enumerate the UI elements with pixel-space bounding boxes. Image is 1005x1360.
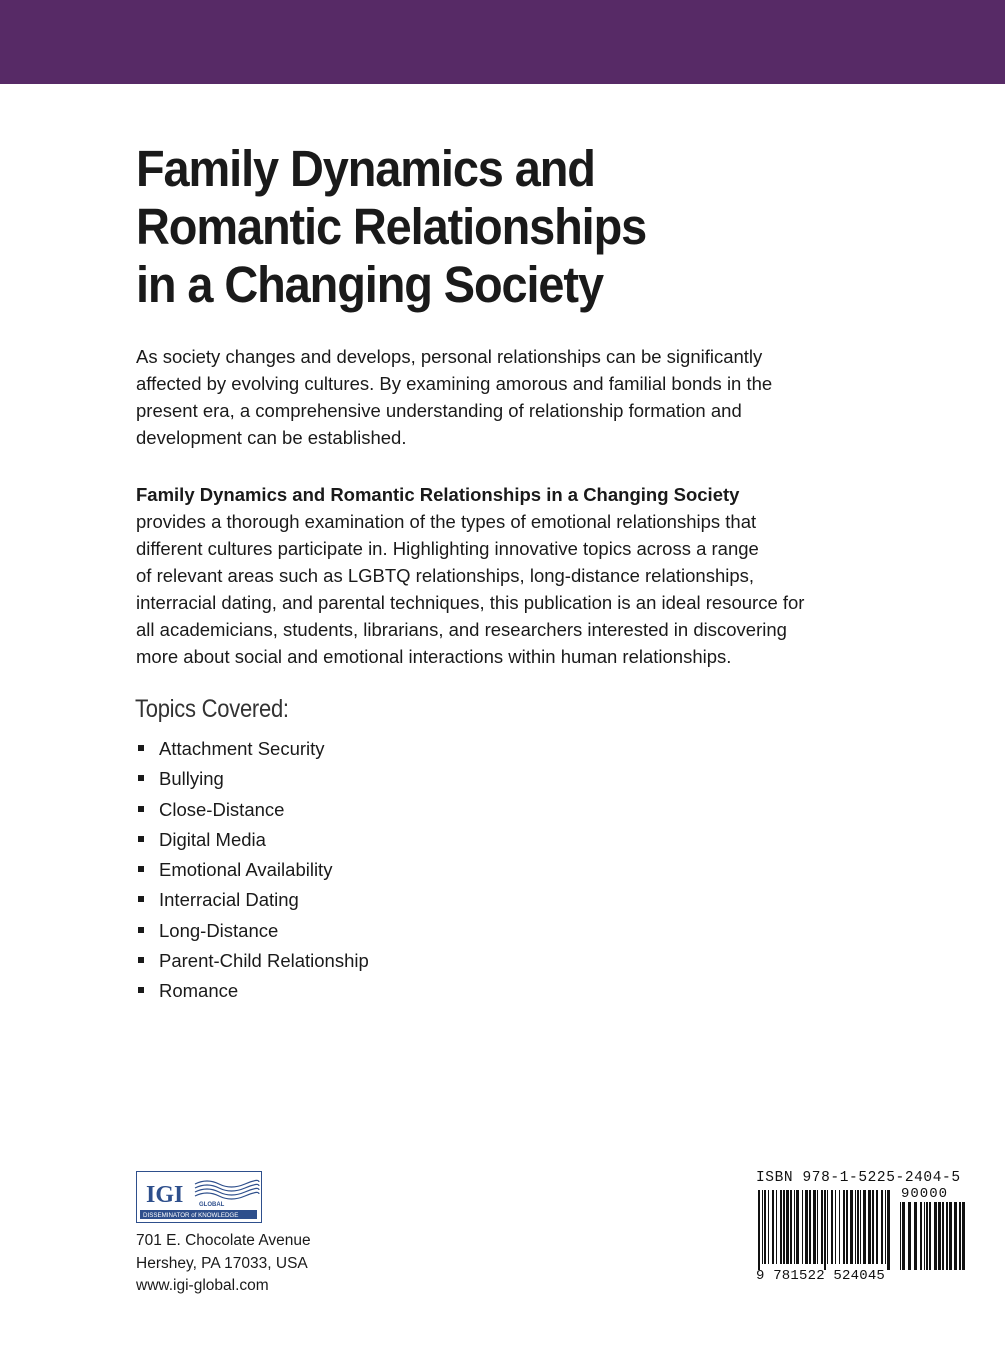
barcode-bar — [831, 1190, 833, 1264]
description-line: provides a thorough examination of the types of emotional relationships that — [136, 511, 757, 532]
barcode-bar — [938, 1202, 941, 1270]
list-item — [136, 976, 369, 1006]
list-item — [136, 795, 369, 825]
price-code: 90000 — [901, 1186, 949, 1202]
square-bullet-icon — [138, 775, 144, 781]
address-line: 701 E. Chocolate Avenue — [136, 1232, 311, 1249]
barcode-bar — [805, 1190, 808, 1264]
barcode-bar — [764, 1190, 766, 1264]
barcode-bar — [908, 1202, 911, 1270]
list-item — [136, 734, 369, 764]
list-item — [136, 916, 369, 946]
barcode-bar — [813, 1190, 816, 1264]
topic-label: Attachment Security — [159, 738, 325, 759]
intro-line: present era, a comprehensive understanding of relationship formation and — [136, 400, 742, 421]
topic-label: Parent-Child Relationship — [159, 949, 369, 971]
barcode-bar — [758, 1190, 760, 1270]
square-bullet-icon — [138, 927, 144, 933]
logo-word-text: IGI — [146, 1182, 184, 1208]
ean-digits: 9 781522 524045 — [756, 1268, 886, 1284]
square-bullet-icon — [138, 836, 144, 842]
square-bullet-icon — [138, 745, 144, 751]
topic-label: Romance — [159, 980, 239, 1001]
barcode-bars-icon — [756, 1190, 966, 1270]
address-line: Hershey, PA 17033, USA — [136, 1254, 308, 1272]
website-link[interactable]: www.igi-global.com — [136, 1277, 269, 1294]
intro-paragraph — [136, 343, 856, 451]
barcode-bar — [786, 1190, 789, 1264]
barcode-bar — [872, 1190, 874, 1264]
list-item — [136, 764, 369, 794]
barcode-bar — [929, 1202, 931, 1270]
square-bullet-icon — [138, 806, 144, 812]
barcode-bar — [855, 1190, 856, 1264]
barcode-bar — [900, 1202, 901, 1270]
description-paragraph — [136, 481, 876, 670]
top-color-band — [0, 0, 1005, 84]
barcode-bar — [962, 1202, 965, 1270]
barcode-bar — [949, 1202, 952, 1270]
list-item — [136, 946, 369, 976]
barcode-bar — [959, 1202, 961, 1270]
barcode-bar — [946, 1202, 948, 1270]
barcode-bar — [794, 1190, 795, 1264]
intro-line: As society changes and develops, personal relationships can be significantly — [136, 346, 763, 367]
barcode-bar — [768, 1190, 769, 1264]
publisher-address — [136, 1230, 311, 1298]
barcode-bar — [914, 1202, 917, 1270]
barcode-bar — [924, 1202, 925, 1270]
barcode-bar — [846, 1190, 848, 1264]
barcode-bar — [868, 1190, 871, 1264]
logo-wave-icon — [195, 1180, 259, 1199]
topic-label: Long-Distance — [159, 919, 279, 941]
barcode-bar — [942, 1202, 944, 1270]
isbn-barcode — [756, 1170, 966, 1288]
topic-label: Digital Media — [159, 828, 266, 850]
logo-sub-text: GLOBAL — [199, 1202, 225, 1208]
barcode-bar — [876, 1190, 878, 1264]
list-item — [136, 885, 369, 915]
barcode-bar — [821, 1190, 823, 1264]
barcode-bar — [857, 1190, 859, 1264]
barcode-bar — [954, 1202, 957, 1270]
barcode-bar — [824, 1190, 826, 1270]
barcode-bar — [920, 1202, 922, 1270]
description-line: of relevant areas such as LGBTQ relationships, long-distance relationships, — [136, 565, 755, 586]
topics-list — [136, 734, 369, 1006]
square-bullet-icon — [138, 866, 144, 872]
barcode-bar — [926, 1202, 928, 1270]
barcode-bar — [783, 1190, 785, 1264]
square-bullet-icon — [138, 896, 144, 902]
barcode-bar — [843, 1190, 845, 1264]
intro-line: affected by evolving cultures. By examining amorous and familial bonds in the — [136, 373, 773, 394]
topic-label: Interracial Dating — [159, 889, 299, 911]
barcode-bar — [934, 1202, 937, 1270]
barcode-bar — [860, 1190, 861, 1264]
barcode-bar — [796, 1190, 799, 1264]
square-bullet-icon — [138, 957, 144, 963]
title-line: Romantic Relationships — [136, 198, 647, 255]
description-bold-title: Family Dynamics and Romantic Relationships in a Changing Society — [136, 484, 740, 505]
description-line: all academicians, students, librarians, and researchers interested in discovering — [136, 619, 787, 640]
topics-heading: Topics Covered: — [135, 695, 289, 723]
topic-label: Close-Distance — [159, 798, 285, 820]
barcode-bar — [809, 1190, 811, 1264]
barcode-bar — [802, 1190, 803, 1264]
book-title — [136, 140, 646, 314]
barcode-bar — [885, 1190, 886, 1264]
title-line: in a Changing Society — [136, 256, 603, 313]
list-item — [136, 825, 369, 855]
barcode-bar — [790, 1190, 792, 1264]
intro-line: development can be established. — [136, 427, 407, 448]
barcode-bar — [887, 1190, 890, 1270]
description-line: interracial dating, and parental techniques, this publication is an ideal resource for — [136, 592, 805, 613]
title-line: Family Dynamics and — [136, 140, 595, 197]
description-line: different cultures participate in. Highlighting innovative topics across a range — [136, 538, 759, 559]
logo-tagline-text: DISSEMINATOR of KNOWLEDGE — [143, 1212, 239, 1219]
barcode-bar — [776, 1190, 777, 1264]
barcode-bar — [881, 1190, 883, 1264]
topic-label: Bullying — [159, 768, 224, 790]
barcode-bar — [835, 1190, 836, 1264]
igi-global-logo — [136, 1171, 262, 1223]
barcode-bar — [817, 1190, 818, 1264]
barcode-bar — [827, 1190, 828, 1264]
topic-label: Emotional Availability — [159, 859, 333, 880]
isbn-label: ISBN 978-1-5225-2404-5 — [756, 1170, 961, 1186]
barcode-bar — [780, 1190, 782, 1264]
description-line: more about social and emotional interactions within human relationships. — [136, 646, 732, 667]
list-item — [136, 855, 369, 885]
igi-global-logo-graphic — [137, 1172, 260, 1221]
barcode-bar — [850, 1190, 853, 1264]
barcode-bar — [839, 1190, 840, 1264]
barcode-bar — [772, 1190, 774, 1264]
barcode-bar — [902, 1202, 905, 1270]
barcode-bar — [863, 1190, 866, 1264]
barcode-bar — [762, 1190, 763, 1264]
square-bullet-icon — [138, 987, 144, 993]
